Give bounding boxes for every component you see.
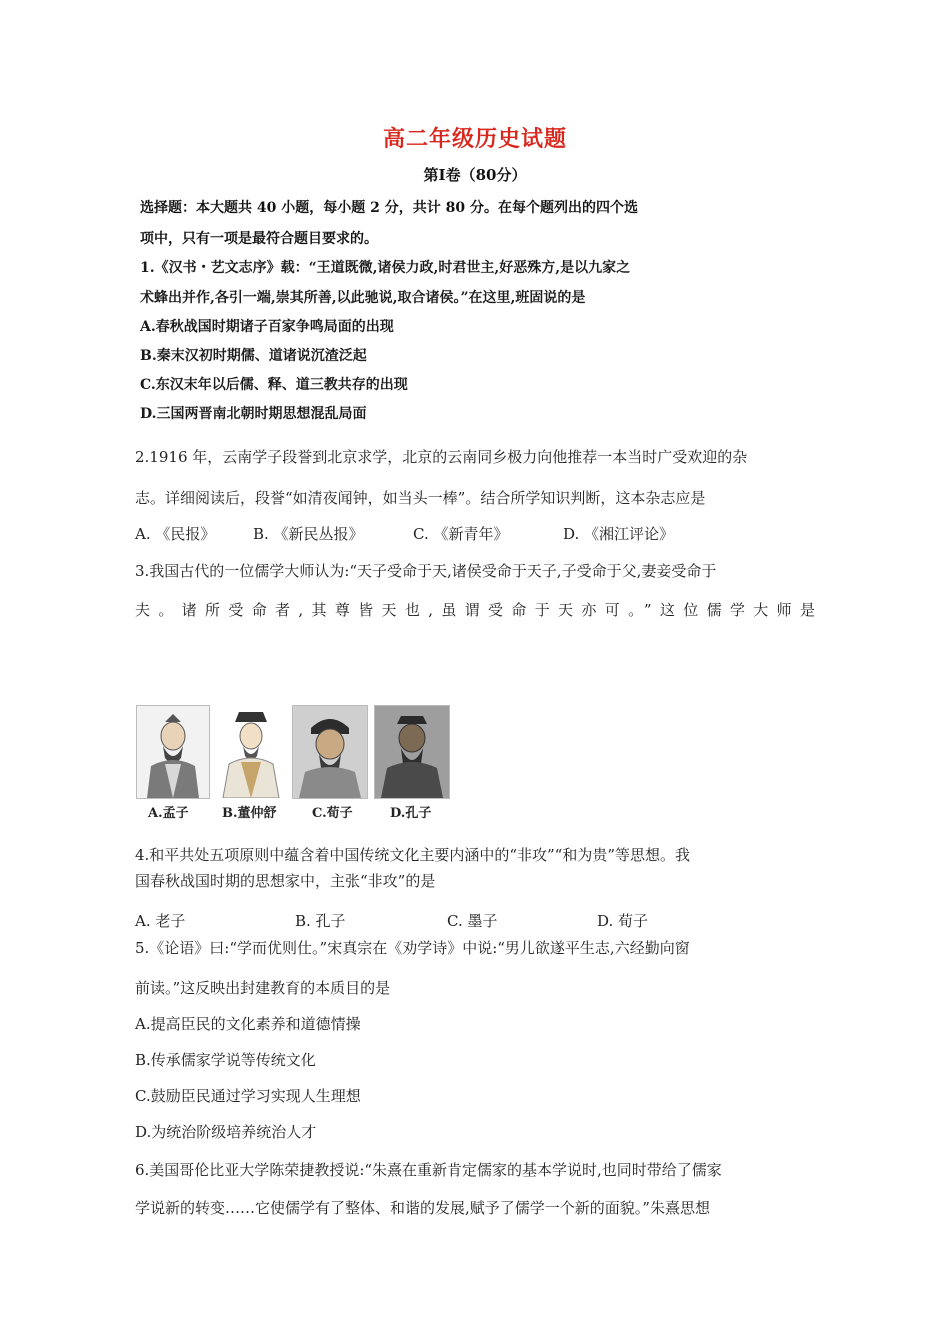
- intro-line-1: 选择题：本大题共 40 小题，每小题 2 分，共计 80 分。在每个题列出的四个选: [140, 200, 638, 216]
- q4-option-b: B. 孔子: [295, 912, 346, 930]
- q5-option-d: D.为统治阶级培养统治人才: [135, 1123, 317, 1141]
- portrait-mencius-image: [136, 705, 210, 799]
- portrait-dong-zhongshu-image: [214, 705, 288, 799]
- q1-option-c: C.东汉末年以后儒、释、道三教共存的出现: [140, 377, 408, 393]
- q5-option-c: C.鼓励臣民通过学习实现人生理想: [135, 1087, 361, 1105]
- portrait-confucius-image: [374, 705, 450, 799]
- q5-option-b: B.传承儒家学说等传统文化: [135, 1051, 316, 1069]
- q2-option-b: B. 《新民丛报》: [253, 525, 364, 543]
- q6-stem-line-2: 学说新的转变……它使儒学有了整体、和谐的发展,赋予了儒学一个新的面貌。”朱熹思想: [135, 1199, 710, 1217]
- q5-stem-line-1: 5.《论语》曰:“学而优则仕。”宋真宗在《劝学诗》中说:“男儿欲遂平生志,六经勤向窗: [135, 939, 690, 957]
- caption-d: D.孔子: [390, 806, 432, 821]
- q1-option-a: A.春秋战国时期诸子百家争鸣局面的出现: [140, 319, 394, 335]
- caption-b: B.董仲舒: [222, 806, 277, 821]
- q1-stem-line-1: 1.《汉书・艺文志序》载：“王道既微,诸侯力政,时君世主,好恶殊方,是以九家之: [140, 260, 631, 276]
- q3-stem-line-1: 3.我国古代的一位儒学大师认为:“天子受命于天,诸侯受命于天子,子受命于父,妻妾受命于: [135, 562, 717, 580]
- q4-stem-line-2: 国春秋战国时期的思想家中，主张“非攻”的是: [135, 872, 436, 890]
- q1-option-b: B.秦末汉初时期儒、道诸说沉渣泛起: [140, 348, 367, 364]
- intro-line-2: 项中，只有一项是最符合题目要求的。: [140, 231, 378, 247]
- q2-stem-line-2: 志。详细阅读后，段誉“如清夜闻钟，如当头一棒”。结合所学知识判断，这本杂志应是: [135, 489, 706, 507]
- q4-option-a: A. 老子: [135, 912, 186, 930]
- section-heading: 第Ⅰ卷（80分）: [423, 166, 527, 184]
- q5-option-a: A.提高臣民的文化素养和道德情操: [135, 1015, 361, 1033]
- q3-stem-line-2: 夫。诸所受命者,其尊皆天也,虽谓受命于天亦可。”这位儒学大师是: [135, 601, 815, 619]
- q2-stem-line-1: 2.1916 年，云南学子段誉到北京求学，北京的云南同乡极力向他推荐一本当时广受欢迎的杂: [135, 448, 748, 466]
- q2-option-d: D. 《湘江评论》: [563, 525, 675, 543]
- q1-stem-line-2: 术蜂出并作,各引一端,崇其所善,以此驰说,取合诸侯。”在这里,班固说的是: [140, 290, 586, 306]
- q4-option-d: D. 荀子: [597, 912, 649, 930]
- caption-a: A.孟子: [148, 806, 189, 821]
- q2-option-a: A. 《民报》: [135, 525, 216, 543]
- q1-option-d: D.三国两晋南北朝时期思想混乱局面: [140, 406, 367, 422]
- portrait-xunzi-image: [292, 705, 368, 799]
- q6-stem-line-1: 6.美国哥伦比亚大学陈荣捷教授说:“朱熹在重新肯定儒家的基本学说时,也同时带给了儒家: [135, 1161, 722, 1179]
- q5-stem-line-2: 前读。”这反映出封建教育的本质目的是: [135, 979, 391, 997]
- q4-stem-line-1: 4.和平共处五项原则中蕴含着中国传统文化主要内涵中的“非攻”“和为贵”等思想。我: [135, 846, 690, 864]
- q2-option-c: C. 《新青年》: [413, 525, 509, 543]
- caption-c: C.荀子: [312, 806, 353, 821]
- page-title: 高二年级历史试题: [382, 126, 567, 152]
- q4-option-c: C. 墨子: [447, 912, 498, 930]
